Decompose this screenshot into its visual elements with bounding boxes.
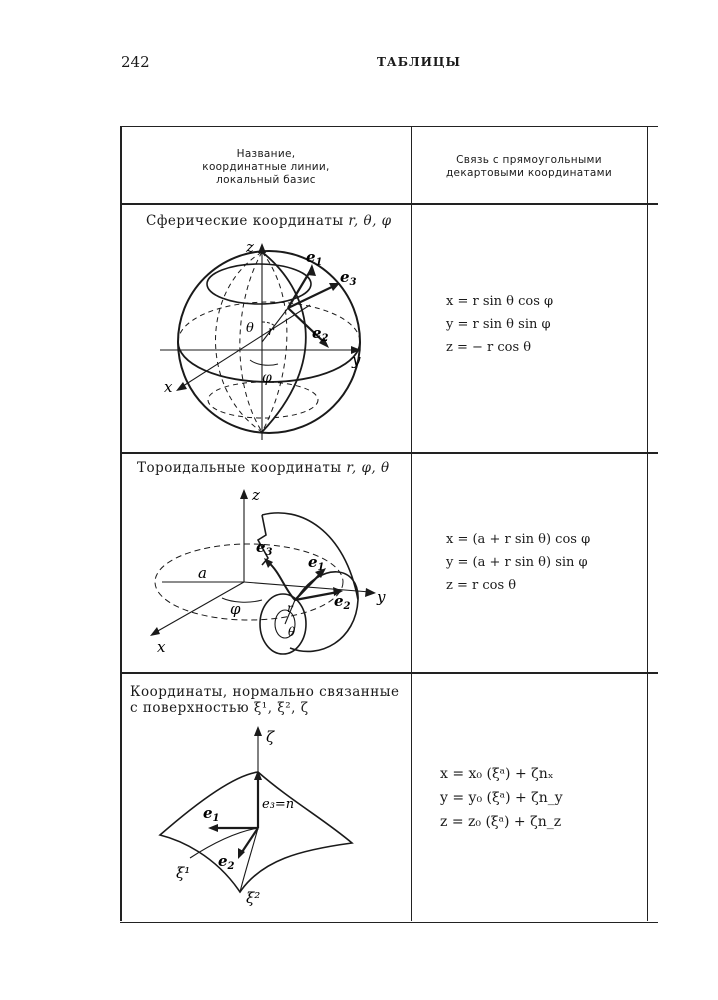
x-label: x [157,638,166,656]
e1-label: $e_1$ [308,553,325,573]
row1-formula-y: y = r sin θ sin φ [446,317,551,332]
row2-formula-z: z = r cos θ [446,578,517,593]
row2-title-text: Тороидальные координаты [137,460,342,476]
row2-formula-x: x = (a + r sin θ) cos φ [446,532,591,547]
row2-title-vars: r, φ, θ [346,460,390,476]
running-title: ТАБЛИЦЫ [377,55,461,69]
col2-line1: Связь с прямоугольными [456,154,602,166]
row1-title-vars: r, θ, φ [348,213,392,229]
e3n-label: e₃=n [262,797,295,812]
row3-title-line1: Координаты, нормально связанные [130,684,400,700]
e3-label: $e_3$ [256,538,273,558]
r-label: r [268,324,274,338]
z-label: z [252,486,260,504]
zeta-label: ζ [266,728,275,746]
theta-label: θ [288,625,296,639]
col1-line1: Название, [236,148,296,160]
row3-formula-y: y = y₀ (ξᵃ) + ζn_y [440,790,563,806]
row3-formula-x: x = x₀ (ξᵃ) + ζnₓ [440,766,554,782]
y-label: y [377,588,386,606]
e1-label: $e_1$ [203,804,220,824]
theta-label: θ [246,321,254,336]
row3-title-line2: с поверхностью ξ¹, ξ², ζ [130,700,309,716]
row3-formulas [440,762,563,834]
z-label: z [246,238,254,256]
row2-formula-y: y = (a + r sin θ) sin φ [446,555,588,570]
zeta-arrowhead [254,726,262,736]
page-number: 242 [121,53,150,71]
phi-label: φ [262,370,272,386]
xi2-curve [240,828,258,892]
row3-formula-z: z = z₀ (ξᵃ) + ζn_z [440,814,562,830]
xi1-label: ξ¹ [176,864,191,882]
e1-arrowhead [208,824,218,832]
row1-formula-z: z = − r cos θ [446,340,532,355]
row1-title-text: Сферические координаты [146,213,344,229]
e1-label: $e_1$ [306,248,323,268]
e2-label: $e_2$ [312,324,329,344]
row1-formula-x: x = r sin θ cos φ [446,294,554,309]
e3-label: $e_3$ [340,268,357,288]
y-label: y [352,351,361,369]
e2-label: $e_2$ [334,592,351,612]
e2-label: $e_2$ [218,852,235,872]
x-label: x [164,378,173,396]
a-label: a [198,564,207,582]
phi-label: φ [230,600,241,618]
col1-line2: координатные линии, [202,161,330,173]
r-label: r [287,601,293,615]
xi2-label: ξ² [246,889,261,907]
col2-line2: декартовыми координатами [446,167,612,179]
col1-line3: локальный базис [216,174,316,186]
